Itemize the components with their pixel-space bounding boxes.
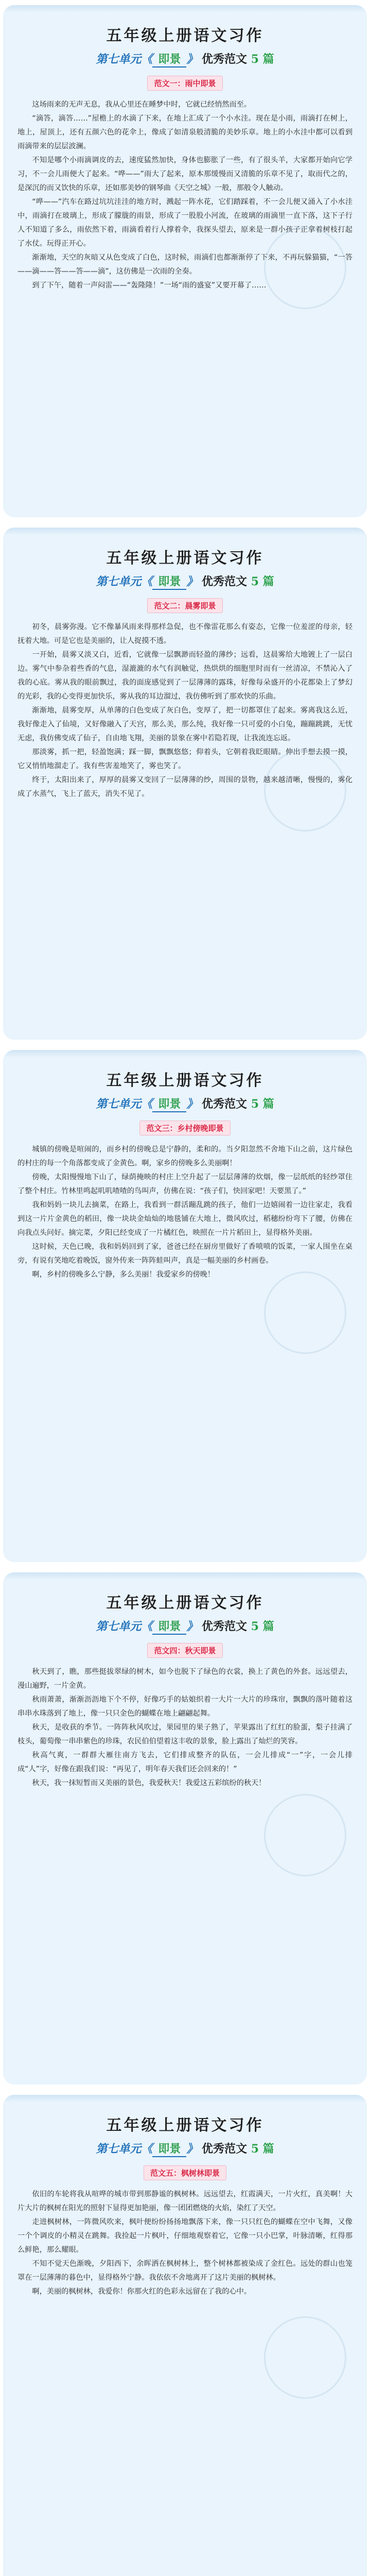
- essay-heading-badge: 范文四：秋天即景: [147, 1643, 222, 1658]
- essay-paragraph: 走进枫树林，一阵微风吹来，枫叶便纷纷扬扬地飘落下来，像一只只红色的蝴蝶在空中飞舞，又像一个个调皮的小精灵在跳舞。我捡起一片枫叶，仔细地观察着它，它像一只小巴掌，叶脉清晰，红得那么鲜艳，那么耀眼。: [17, 2218, 353, 2254]
- essay-paragraph: 不知不觉天色渐晚，夕阳西下，余晖洒在枫树林上，整个树林都被染成了金红色。远处的群山也笼罩在一层薄薄的暮色中，显得格外宁静。我依依不舍地离开了这片美丽的枫树林。: [17, 2260, 353, 2282]
- unit-label-end: 》: [186, 53, 198, 66]
- essay-count: 5 篇: [251, 53, 274, 66]
- unit-label: 第七单元《: [96, 575, 153, 588]
- essay-paragraph: 秋天，是收获的季节。一阵阵秋风吹过，果园里的果子熟了，苹果露出了红红的脸蛋，梨子挂满了枝头，葡萄像一串串紫色的珍珠，农民伯伯望着这丰收的景象，脸上露出了灿烂的笑容。: [17, 1723, 353, 1745]
- page-title: 五年级上册语文习作: [106, 549, 264, 567]
- essay-body: [17, 98, 353, 293]
- document: [3, 5, 367, 2576]
- essay-paragraph: “哗——”汽车在路过坑坑洼洼的地方时，溅起一阵水花，它们踏踩着，不一会儿便又涌入了小水洼中，雨滴打在玻璃上，形成了朦胧的雨景，形成了一股股小河流，在玻璃的雨滴里一直下落，这下子行人不知道了多么，雨依然下着，雨滴看着行人撑着伞，我探头望去，原来是一群小孩子正拿着树枝打起了水仗。玩得正开心。: [17, 198, 353, 248]
- unit-subtitle: [17, 50, 353, 67]
- essay-count: 5 篇: [251, 1097, 274, 1111]
- essay-paragraph: 依旧的车轮将我从喧哗的城市带到那静谧的枫树林。远远望去，红霞满天，一片火红，真美啊！大片大片的枫树在阳光的照射下显得更加艳丽，像一团团燃烧的火焰，染红了天空。: [17, 2190, 353, 2212]
- unit-label-end: 》: [186, 1097, 198, 1111]
- subtitle-suffix: 优秀范文: [202, 575, 248, 588]
- essay-paragraph: 到了下午，随着一声闷雷——“轰隆隆！”一场“雨的盛宴”又要开幕了……: [32, 281, 267, 290]
- badge-row: [17, 2165, 353, 2180]
- page-title: 五年级上册语文习作: [106, 1594, 264, 1612]
- essay-heading-badge: 范文三：乡村傍晚即景: [139, 1121, 230, 1136]
- badge-row: [17, 1121, 353, 1136]
- page-title: 五年级上册语文习作: [106, 1072, 264, 1090]
- unit-subtitle: [17, 573, 353, 590]
- essay-body: [17, 1665, 353, 1790]
- essay-count: 5 篇: [251, 575, 274, 588]
- essay-paragraph: 不知是哪个小雨滴调皮的去，速度猛然加快，身体也膨胀了一些，有了很头羊，大家都开始向它学习，不一会儿雨便大了起来。“哗——”雨大了起来，原本那缓慢而又清脆的乐章不见了，取而代之的，是深沉的而又饮快的乐章，还如那美妙的钢琴曲《天空之城》一般，那般令人触动。: [17, 156, 353, 192]
- essay-paragraph: 秋天，我一抹短暂而又美丽的景色，我爱秋天！我爱这五彩缤纷的秋天！: [32, 1779, 266, 1787]
- essay-paragraph: 秋天到了，瞧，那些挺拔翠绿的树木，如今也脱下了绿色的衣裳，换上了黄色的外套。远远望去，漫山遍野，一片金黄。: [17, 1668, 353, 1690]
- essay-card: [3, 1050, 367, 1562]
- essay-paragraph: 秋高气爽，一群群大雁往南方飞去，它们排成整齐的队伍，一会儿排成“一”字，一会儿排成“人”字，好像在跟我们说：“再见了，明年春天我们还会回来的！”: [17, 1751, 353, 1773]
- essay-paragraph: 这场雨来的无声无息，我从心里还在睡梦中时，它就已经悄然而至。: [32, 100, 252, 109]
- badge-row: [17, 1643, 353, 1658]
- essay-heading-badge: 范文二：晨雾即景: [147, 598, 222, 613]
- essay-card: [3, 1572, 367, 2084]
- essay-paragraph: “滴答，滴答……”屋檐上的水滴了下来，在地上汇成了一个小水洼。现在是小雨，雨滴打在树上，地上，屋顶上，还有五颜六色的花伞上，像成了如清泉般清脆的美妙乐章。地上的小水洼中都可以看到雨滴带来的层层波澜。: [17, 114, 353, 150]
- unit-label-end: 》: [186, 1620, 198, 1633]
- unit-blank: 即景: [152, 1618, 186, 1635]
- essay-heading-badge: 范文五：枫树林即景: [144, 2165, 226, 2180]
- badge-row: [17, 76, 353, 91]
- watermark-seal: [252, 2304, 358, 2410]
- essay-body: [17, 620, 353, 801]
- unit-label-end: 》: [186, 575, 198, 588]
- essay-paragraph: 这时候，天色已晚，我和妈妈回到了家，爸爸已经在厨房里做好了香喷喷的饭菜，一家人围坐在桌旁，有说有笑地吃着晚饭，窗外传来一阵阵蛙叫声，真是一幅美丽的乡村画卷。: [17, 1243, 353, 1265]
- unit-label: 第七单元《: [96, 1097, 153, 1111]
- watermark-seal: [252, 1782, 358, 1888]
- essay-paragraph: 那淡雾，抓一把，轻盈饱满；踩一脚，飘飘悠悠；仰着头，它朝着我眨眼睛。伸出手想去摸一摸，它又悄悄地溜走了。我有些害羞地笑了，雾也笑了。: [17, 748, 353, 770]
- essay-paragraph: 啊，乡村的傍晚多么宁静，多么美丽！我爱家乡的傍晚！: [32, 1270, 215, 1279]
- unit-subtitle: [17, 1095, 353, 1112]
- unit-label-end: 》: [186, 2142, 198, 2156]
- unit-blank: 即景: [152, 573, 186, 590]
- unit-subtitle: [17, 1618, 353, 1635]
- essay-paragraph: 终于，太阳出来了，厚厚的晨雾又变回了一层薄薄的纱，周围的景物，越来越清晰，慢慢的，雾化成了水蒸气，飞上了蓝天，消失不见了。: [17, 776, 353, 798]
- unit-label: 第七单元《: [96, 53, 153, 66]
- essay-paragraph: 我和妈妈一块儿去摘菜，在路上，我看到一群活蹦乱跳的孩子，他们一边嬉闹着一边往家走，我看到这一片片金黄色的稻田，像一块块金灿灿的地毯铺在大地上，微风吹过，稻穗纷纷弯下了腰，仿佛在向我点头问好。摘完菜，夕阳已经变成了一片橘红色，映照在一片片稻田上，显得格外美丽。: [17, 1201, 353, 1237]
- badge-row: [17, 598, 353, 613]
- page-title: 五年级上册语文习作: [106, 27, 264, 45]
- unit-subtitle: [17, 2140, 353, 2157]
- essay-body: [17, 2188, 353, 2299]
- unit-label: 第七单元《: [96, 1620, 153, 1633]
- essay-heading-badge: 范文一：雨中即景: [147, 76, 222, 91]
- essay-paragraph: 城镇的傍晚是喧闹的，而乡村的傍晚总是宁静的，柔和的。当夕阳忽然不舍地下山之前，这片绿色的村庄的每一个角落都变成了金黄色。啊，家乡的傍晚多么美丽啊！: [17, 1145, 353, 1167]
- unit-blank: 即景: [152, 2140, 186, 2157]
- subtitle-suffix: 优秀范文: [202, 1620, 248, 1633]
- subtitle-suffix: 优秀范文: [202, 2142, 248, 2156]
- essay-count: 5 篇: [251, 1620, 274, 1633]
- essay-paragraph: 渐渐地，天空的灰暗又从色变成了白色，这时候，雨滴们也都渐渐停了下来，不再玩躲猫猫，“一答——滴——答——答——滴”，这仿佛是一次雨的全奏。: [17, 253, 353, 276]
- page-title: 五年级上册语文习作: [106, 2116, 264, 2134]
- essay-body: [17, 1143, 353, 1282]
- essay-paragraph: 初冬，晨雾弥漫。它不像暴风雨来得那样急促，也不像雷花那么有姿态，它像一位羞涩的母亲，轻抚着大地。可是它也是美丽的，让人捉摸不透。: [17, 623, 353, 645]
- essay-paragraph: 傍晚，太阳慢慢地下山了，绿荫掩映的村庄上空升起了一层层薄薄的炊烟，像一层纸纸的轻纱罩住了整个村庄。竹林里鸣起叽叽喳喳的鸟叫声，仿佛在说：“孩子们，快回家吧！天要黑了。”: [17, 1173, 353, 1195]
- essay-paragraph: 秋雨萧萧，渐渐沥沥地下个不停，好像巧手的姑娘织着一大片一大片的珍珠帘，飘飘的落叶随着这串串水珠落到了地上，像一只只金色的蝴蝶在地上翩翩起舞。: [17, 1696, 353, 1718]
- essay-count: 5 篇: [251, 2142, 274, 2156]
- essay-paragraph: 啊，美丽的枫树林，我爱你！你那火红的色彩永远留在了我的心中。: [32, 2287, 252, 2296]
- essay-paragraph: 一开始，晨雾又淡又白，近看，它就像一层飘渺而轻盈的薄纱；远看，这晨雾给大地镀上了一层白边。雾气中参杂着些香的气息，湿漉漉的水气有润触觉，热烘烘的细胞里时而有一丝清凉，不禁沁入了我的心底。雾从我的眼前飘过，我的面庞感觉到了一层薄薄的露珠，好像每朵盛开的小花都染上了梦幻的光彩，我的心变得更加快乐，雾从我的耳边溜过，我仿佛听到了那欢快的乐曲。: [17, 651, 353, 701]
- unit-label: 第七单元《: [96, 2142, 153, 2156]
- unit-blank: 即景: [152, 50, 186, 67]
- unit-blank: 即景: [152, 1095, 186, 1112]
- essay-paragraph: 渐渐地，晨雾变厚，从单薄的白色变成了灰白色，变厚了，把一切都罩住了起来。雾离我这么近，我好像走入了仙境，又好像融入了天宫，那么美，那么纯，我好像一只可爱的小白兔，蹦蹦跳跳，无忧无虑，我仿佛变成了仙子，自由地飞翔，美丽的景象在雾中若隐若现，让我流连忘返。: [17, 706, 353, 742]
- essay-card: [3, 5, 367, 517]
- essay-card: [3, 528, 367, 1040]
- subtitle-suffix: 优秀范文: [202, 1097, 248, 1111]
- subtitle-suffix: 优秀范文: [202, 53, 248, 66]
- essay-card: [3, 2095, 367, 2576]
